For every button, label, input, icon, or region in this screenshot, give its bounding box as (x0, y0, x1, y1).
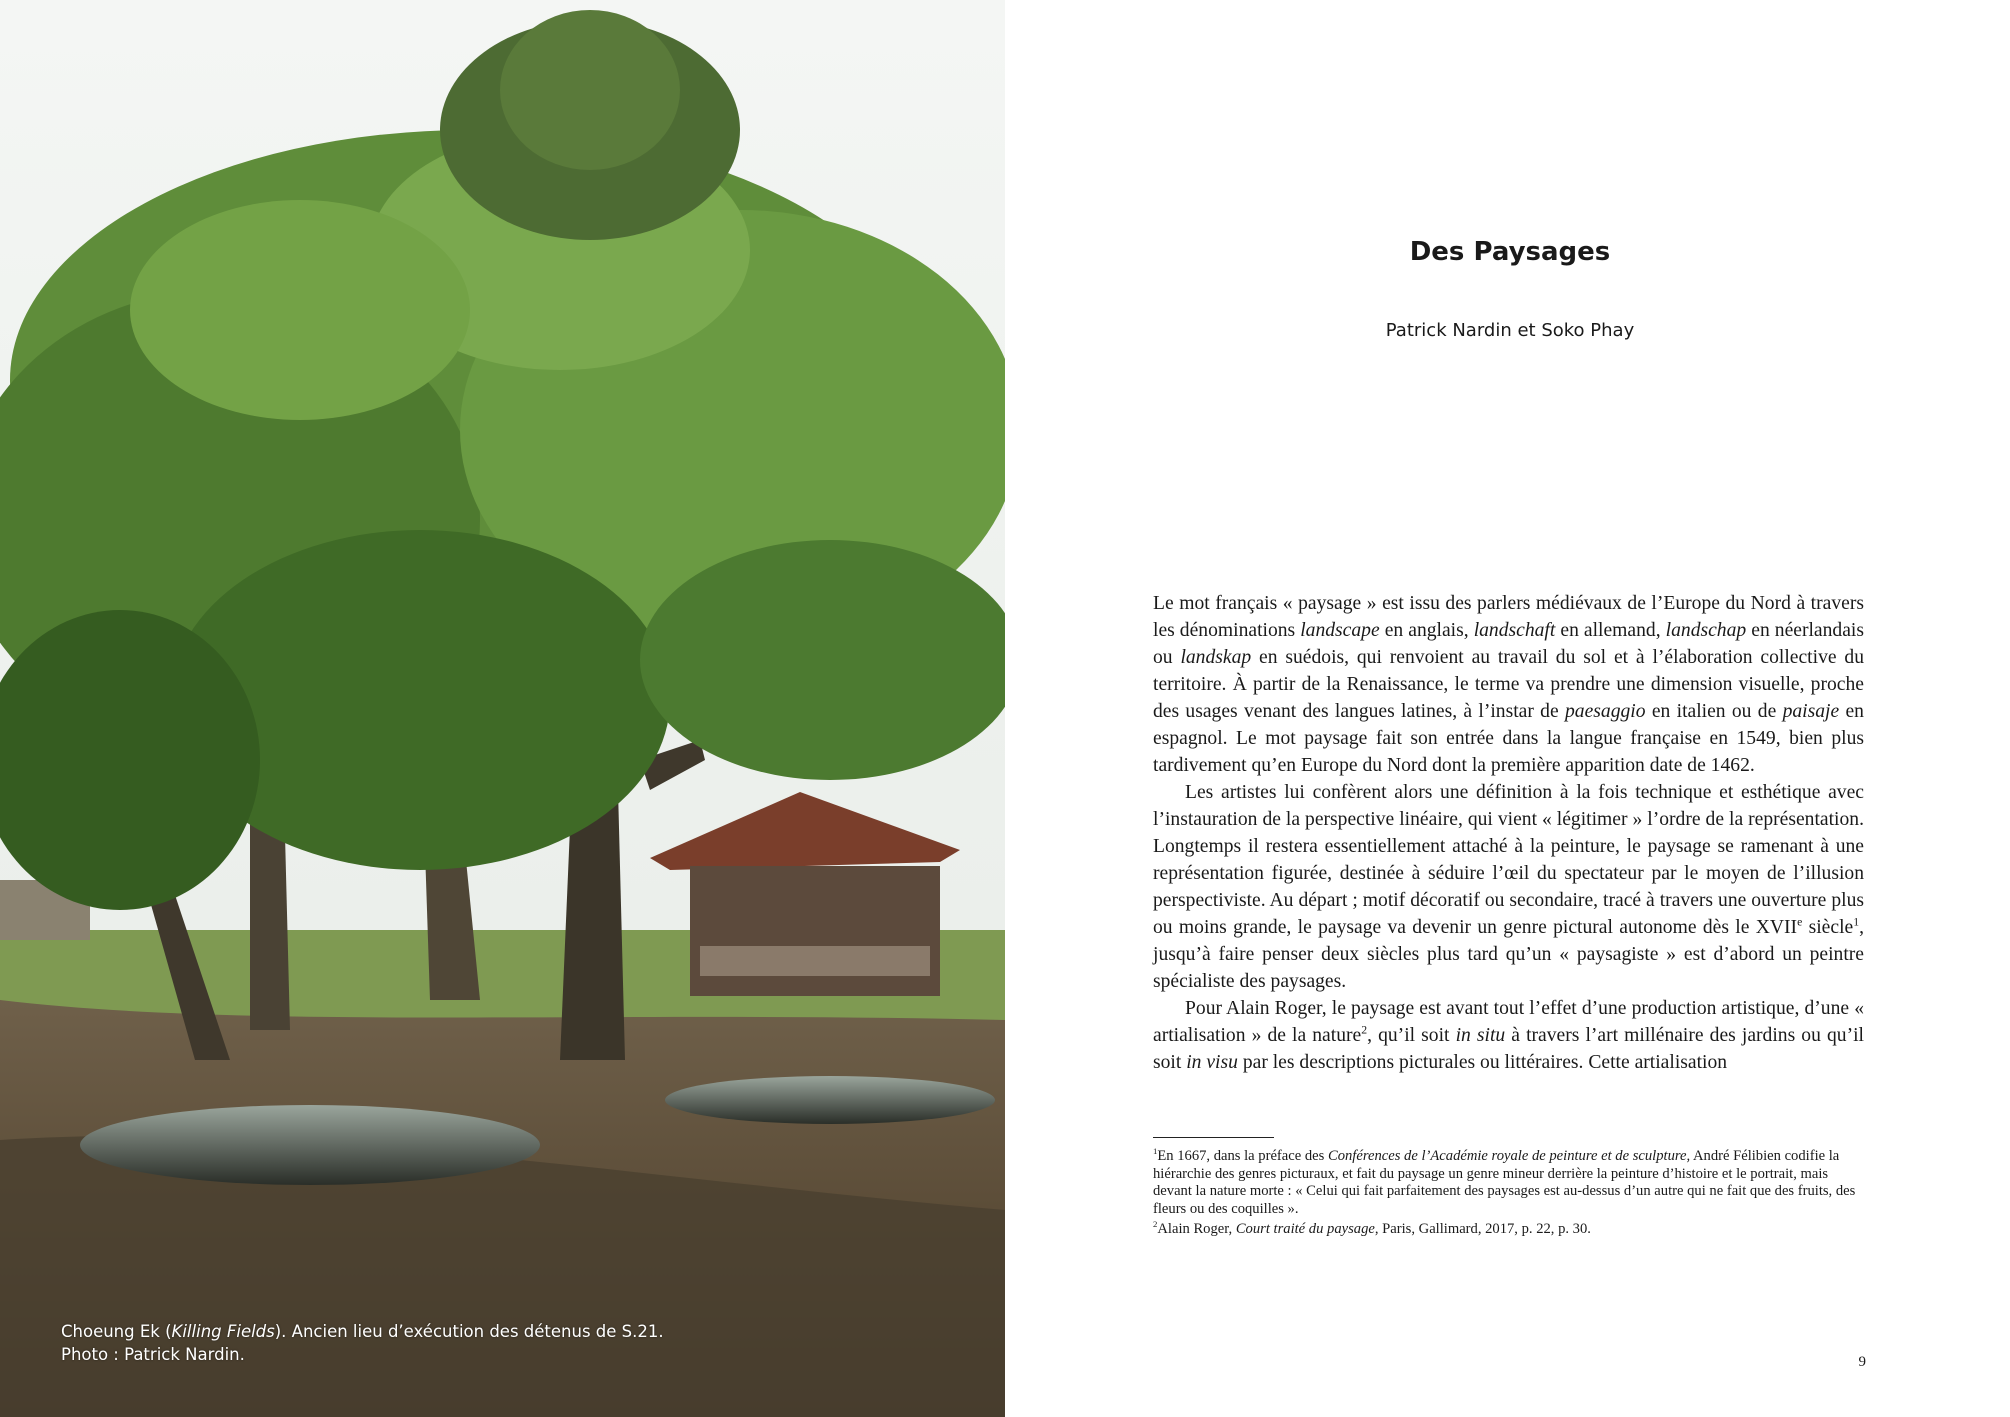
footnote-ref: 1 (1853, 915, 1860, 929)
authors-line: Patrick Nardin et Soko Phay (1385, 320, 1635, 341)
paragraph: Les artistes lui confèrent alors une définition à la fois technique et esthétique avec l’instauration de la perspective linéaire, qui vient « légitimer » l’ordre de la représentation. Longtemps il restera essentiellement attaché à la peinture, le paysage se ramenant à une représentation figurée, destinée à séduire l’œil du spectateur par le moyen de l’illusion perspectiviste. Au départ ; motif décoratif ou secondaire, tracé à travers une ouverture plus ou moins grande, le paysage va devenir un genre pictural autonome dès le XVIIe siècle$^1$, jusqu’à faire penser deux siècles plus tard qu’un « paysagiste » est d’abord un peintre spécialiste des paysages. (1153, 782, 1864, 992)
paragraph: Le mot français « paysage » est issu des parlers médiévaux de l’Europe du Nord à travers les dénominations landscape en anglais, landschaft en allemand, landschap en néerlandais ou landskap en suédois, qui renvoient au travail du sol et à l’élaboration collective du territoire. À partir de la Renaissance, le terme va prendre une dimension visuelle, proche des usages venant des langues latines, à l’instar de paesaggio en italien ou de paisaje en espagnol. Le mot paysage fait son entrée dans la langue française en 1549, bien plus tardivement qu’en Europe du Nord dont la première apparition date de 1462. (1153, 593, 1864, 776)
paragraph: Pour Alain Roger, le paysage est avant tout l’effet d’une production artistique, d’une « artialisation » de la nature$^2$, qu’il soit in situ à travers l’art millénaire des jardins ou qu’il soit in visu par les descriptions picturales ou littéraires. Cette artialisation (1153, 998, 1864, 1073)
footnotes (1153, 1148, 1864, 1242)
footnote: $^1$En 1667, dans la préface des Conférences de l’Académie royale de peinture et de sculpture, André Félibien codifie la hiérarchie des genres picturaux, et fait du paysage un genre mineur derrière la peinture d’histoire et le portrait, mais devant la nature morte : « Celui qui fait parfaitement des paysages est au-dessus d’un autre qui ne fait que des fruits, des fleurs ou des coquilles ». (1153, 1146, 1856, 1217)
page-number: 9 (1858, 1354, 1866, 1370)
photo-caption: Choeung Ek (Killing Fields). Ancien lieu d’exécution des détenus de S.21. Photo : Patrick Nardin. (61, 1322, 664, 1364)
body-text (1153, 590, 1864, 1076)
page-title: Des Paysages (1409, 237, 1611, 267)
footnote-ref: 2 (1361, 1023, 1368, 1037)
footnote-divider (1153, 1137, 1274, 1138)
footnote: $^2$Alain Roger, Court traité du paysage, Paris, Gallimard, 2017, p. 22, p. 30. (1153, 1219, 1591, 1238)
